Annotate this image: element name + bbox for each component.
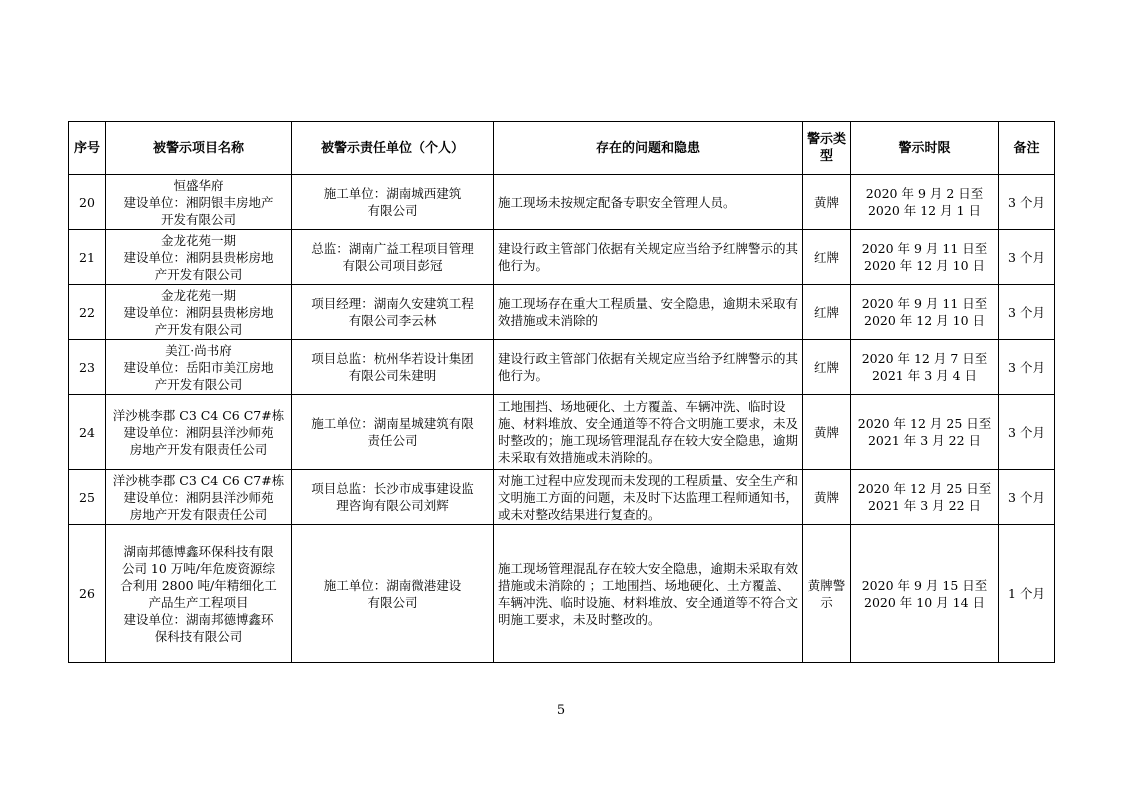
project-line: 建设单位：湖南邦德博鑫环 [123,611,274,627]
responsible-line: 项目总监：杭州华若设计集团 [311,351,474,366]
cell-period [851,470,999,525]
responsible-line: 理咨询有限公司刘辉 [336,498,449,513]
project-line: 金龙花苑一期 [160,287,236,303]
cell-period [851,395,999,470]
project-line: 产开发有限公司 [154,376,243,392]
project-line: 洋沙桃李郡 C3 C4 C6 C7#栋 [112,407,285,423]
table-row [69,175,1055,230]
project-line: 房地产开发有限责任公司 [129,506,268,522]
cell-type: 黄牌 [803,395,851,470]
table-row [69,470,1055,525]
cell-type: 黄牌 [803,470,851,525]
cell-project [106,285,292,340]
project-line: 建设单位：湘阴银丰房地产 [123,194,274,210]
project-line: 公司 10 万吨/年危废资源综 [121,560,276,576]
cell-responsible [292,470,494,525]
cell-responsible [292,525,494,663]
cell-type: 黄牌警示 [803,525,851,663]
cell-type: 红牌 [803,340,851,395]
cell-remark: 3 个月 [999,230,1055,285]
project-line: 建设单位：湘阴县洋沙师苑 [123,424,274,440]
project-line: 建设单位：湘阴县洋沙师苑 [123,489,274,505]
responsible-line: 有限公司李云林 [348,313,437,328]
table-row [69,395,1055,470]
project-line: 合利用 2800 吨/年精细化工 [120,577,277,593]
period-line: 2020 年 9 月 11 日至 [861,241,988,256]
responsible-line: 施工单位：湖南微港建设 [323,577,462,593]
project-line: 建设单位：湘阴县贵彬房地 [123,304,274,320]
period-line: 2021 年 3 月 4 日 [871,368,978,383]
table-row [69,340,1055,395]
cell-seq: 26 [69,525,106,663]
header-row [69,122,1055,175]
responsible-line: 项目经理：湖南久安建筑工程 [311,296,474,311]
project-line: 房地产开发有限责任公司 [129,441,268,457]
project-line: 美江·尚书府 [165,342,232,358]
cell-issues: 施工现场存在重大工程质量、安全隐患，逾期未采取有效措施或未消除的 [494,285,803,340]
cell-remark: 3 个月 [999,285,1055,340]
warning-table [68,121,1055,663]
period-line: 2020 年 9 月 11 日至 [861,296,988,311]
project-line: 产品生产工程项目 [148,594,249,610]
period-line: 2020 年 12 月 1 日 [867,203,982,218]
cell-period [851,230,999,285]
header-type: 警示类型 [803,122,851,175]
cell-period [851,340,999,395]
period-line: 2021 年 3 月 22 日 [867,433,982,448]
cell-project [106,470,292,525]
cell-seq: 22 [69,285,106,340]
cell-responsible [292,340,494,395]
period-line: 2020 年 9 月 15 日至 [861,577,988,593]
cell-project [106,525,292,663]
project-line: 产开发有限公司 [154,321,243,337]
project-line: 恒盛华府 [173,177,224,193]
cell-issues: 对施工过程中应发现而未发现的工程质量、安全生产和文明施工方面的问题，未及时下达监理工程师通知书，或未对整改结果进行复查的。 [494,470,803,525]
header-seq: 序号 [69,122,106,175]
project-line: 保科技有限公司 [154,628,243,644]
cell-seq: 25 [69,470,106,525]
responsible-line: 施工单位：湖南星城建筑有限 [311,416,474,431]
responsible-line: 有限公司朱建明 [348,368,437,383]
responsible-line: 项目总监：长沙市成事建设监 [311,481,474,496]
responsible-line: 有限公司 [367,203,418,218]
cell-responsible [292,395,494,470]
cell-type: 红牌 [803,285,851,340]
period-line: 2020 年 12 月 10 日 [864,313,985,328]
project-line: 开发有限公司 [160,211,236,227]
cell-period [851,175,999,230]
cell-remark: 1 个月 [999,525,1055,663]
cell-responsible [292,285,494,340]
project-line: 金龙花苑一期 [160,232,236,248]
cell-period [851,285,999,340]
period-line: 2020 年 12 月 25 日至 [857,481,992,496]
cell-remark: 3 个月 [999,175,1055,230]
period-line: 2020 年 12 月 7 日至 [861,351,988,366]
cell-type: 红牌 [803,230,851,285]
table-row [69,525,1055,663]
period-line: 2020 年 12 月 25 日至 [857,416,992,431]
project-line: 洋沙桃李郡 C3 C4 C6 C7#栋 [112,472,285,488]
cell-seq: 23 [69,340,106,395]
page-number: 5 [556,703,566,718]
cell-remark: 3 个月 [999,395,1055,470]
cell-issues: 建设行政主管部门依据有关规定应当给予红牌警示的其他行为。 [494,340,803,395]
header-project: 被警示项目名称 [106,122,292,175]
responsible-line: 责任公司 [367,433,418,448]
cell-project [106,230,292,285]
table-row [69,230,1055,285]
cell-seq: 24 [69,395,106,470]
period-line: 2020 年 10 月 14 日 [864,594,985,610]
cell-issues: 施工现场管理混乱存在较大安全隐患，逾期未采取有效措施或未消除的 ；工地围挡、场地硬化、土方覆盖、车辆冲洗、临时设施、材料堆放、安全通道等不符合文明施工要求，未及时整改的。 [494,525,803,663]
cell-period [851,525,999,663]
responsible-line: 有限公司项目彭冠 [342,258,443,273]
project-line: 湖南邦德博鑫环保科技有限 [123,543,274,559]
cell-remark: 3 个月 [999,340,1055,395]
cell-issues: 工地围挡、场地硬化、土方覆盖、车辆冲洗、临时设施、材料堆放、安全通道等不符合文明施工要求，未及时整改的；施工现场管理混乱存在较大安全隐患，逾期未采取有效措施或未消除的。 [494,395,803,470]
responsible-line: 有限公司 [367,594,418,610]
header-responsible: 被警示责任单位（个人） [292,122,494,175]
table-row [69,285,1055,340]
period-line: 2020 年 9 月 2 日至 [865,186,984,201]
project-line: 建设单位：湘阴县贵彬房地 [123,249,274,265]
cell-issues: 施工现场未按规定配备专职安全管理人员。 [494,175,803,230]
cell-seq: 20 [69,175,106,230]
header-issues: 存在的问题和隐患 [494,122,803,175]
period-line: 2021 年 3 月 22 日 [867,498,982,513]
cell-project [106,340,292,395]
cell-issues: 建设行政主管部门依据有关规定应当给予红牌警示的其他行为。 [494,230,803,285]
cell-responsible [292,175,494,230]
cell-type: 黄牌 [803,175,851,230]
cell-remark: 3 个月 [999,470,1055,525]
project-line: 建设单位：岳阳市美江房地 [123,359,274,375]
cell-seq: 21 [69,230,106,285]
header-remark: 备注 [999,122,1055,175]
responsible-line: 总监：湖南广益工程项目管理 [311,241,474,256]
header-period: 警示时限 [851,122,999,175]
cell-project [106,175,292,230]
cell-responsible [292,230,494,285]
responsible-line: 施工单位：湖南城西建筑 [323,186,462,201]
cell-project [106,395,292,470]
period-line: 2020 年 12 月 10 日 [864,258,985,273]
project-line: 产开发有限公司 [154,266,243,282]
